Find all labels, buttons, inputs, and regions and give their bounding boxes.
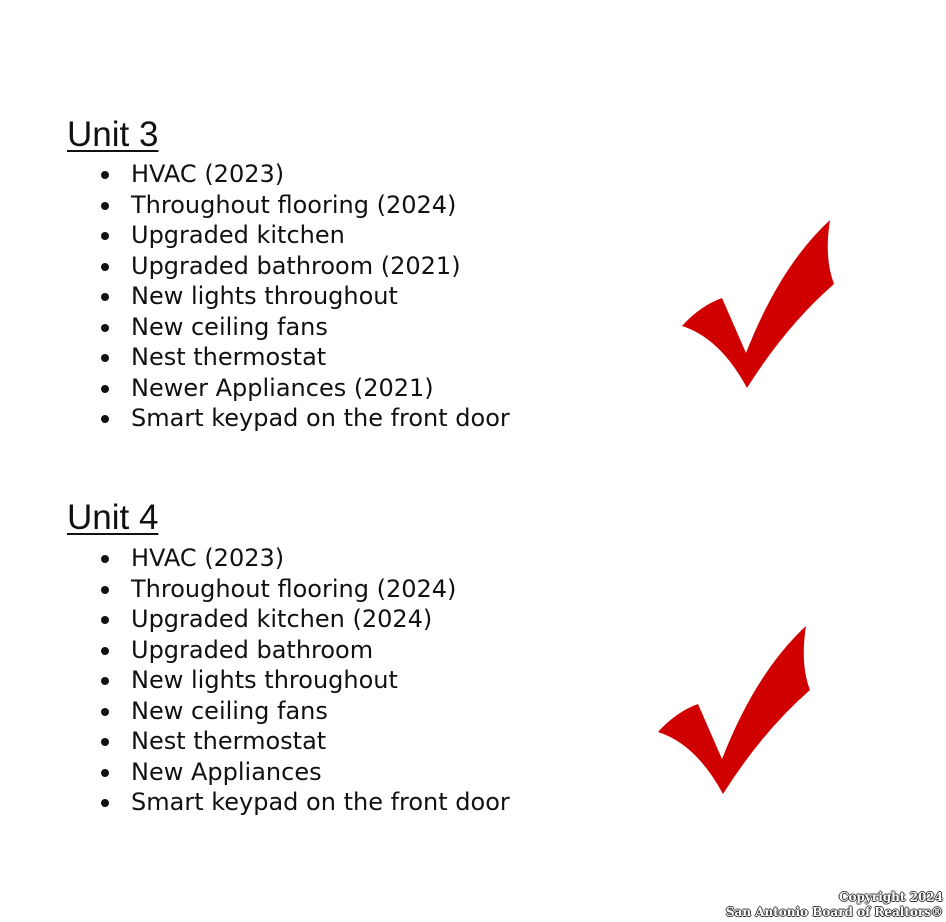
feature-text: Upgraded bathroom <box>131 635 374 664</box>
feature-text: New Appliances <box>131 757 322 786</box>
bullet-icon <box>101 769 109 777</box>
feature-text: New lights throughout <box>131 666 398 694</box>
list-item <box>0 220 510 251</box>
feature-text: Newer Appliances (2021) <box>131 373 434 402</box>
bullet-icon <box>101 647 109 655</box>
list-item <box>0 159 510 190</box>
list-item <box>0 696 510 727</box>
bullet-icon <box>101 385 109 393</box>
feature-text: Smart keypad on the front door <box>131 404 510 432</box>
bullet-icon <box>101 263 109 271</box>
list-item <box>0 312 510 343</box>
bullet-icon <box>101 555 109 563</box>
unit-4-heading: Unit 4 <box>67 498 159 537</box>
feature-text: New lights throughout <box>131 282 398 310</box>
checkmark-icon <box>682 218 834 390</box>
bullet-icon <box>101 586 109 594</box>
unit-3-feature-list <box>0 159 510 434</box>
checkmark-icon <box>658 624 810 796</box>
list-item <box>0 251 510 282</box>
list-item <box>0 665 510 696</box>
list-item <box>0 543 510 574</box>
bullet-icon <box>101 415 109 423</box>
board-line: San Antonio Board of Realtors® <box>725 905 943 919</box>
bullet-icon <box>101 616 109 624</box>
checkmark-shape <box>658 626 810 794</box>
list-item <box>0 281 510 312</box>
list-item <box>0 726 510 757</box>
bullet-icon <box>101 232 109 240</box>
unit-4-feature-list <box>0 543 510 818</box>
list-item <box>0 403 510 434</box>
feature-text: New ceiling fans <box>131 312 328 341</box>
bullet-icon <box>101 799 109 807</box>
feature-text: HVAC (2023) <box>131 160 285 188</box>
feature-text: Smart keypad on the front door <box>131 788 510 816</box>
list-item <box>0 574 510 605</box>
bullet-icon <box>101 324 109 332</box>
copyright-line: Copyright 2024 <box>838 890 943 904</box>
feature-text: Nest thermostat <box>131 727 327 755</box>
feature-text: New ceiling fans <box>131 696 328 725</box>
list-item <box>0 635 510 666</box>
bullet-icon <box>101 202 109 210</box>
feature-text: HVAC (2023) <box>131 544 285 572</box>
bullet-icon <box>101 293 109 301</box>
copyright-watermark <box>726 890 943 920</box>
bullet-icon <box>101 708 109 716</box>
unit-3-heading: Unit 3 <box>67 115 159 154</box>
feature-text: Upgraded kitchen (2024) <box>131 605 433 633</box>
list-item <box>0 373 510 404</box>
checkmark-shape <box>682 220 834 388</box>
bullet-icon <box>101 354 109 362</box>
bullet-icon <box>101 171 109 179</box>
feature-text: Upgraded kitchen <box>131 221 345 249</box>
list-item <box>0 342 510 373</box>
list-item <box>0 757 510 788</box>
bullet-icon <box>101 738 109 746</box>
feature-text: Throughout flooring (2024) <box>131 574 457 603</box>
feature-text: Upgraded bathroom (2021) <box>131 251 461 280</box>
list-item <box>0 787 510 818</box>
feature-text: Throughout flooring (2024) <box>131 190 457 219</box>
list-item <box>0 190 510 221</box>
feature-text: Nest thermostat <box>131 343 327 371</box>
list-item <box>0 604 510 635</box>
bullet-icon <box>101 677 109 685</box>
